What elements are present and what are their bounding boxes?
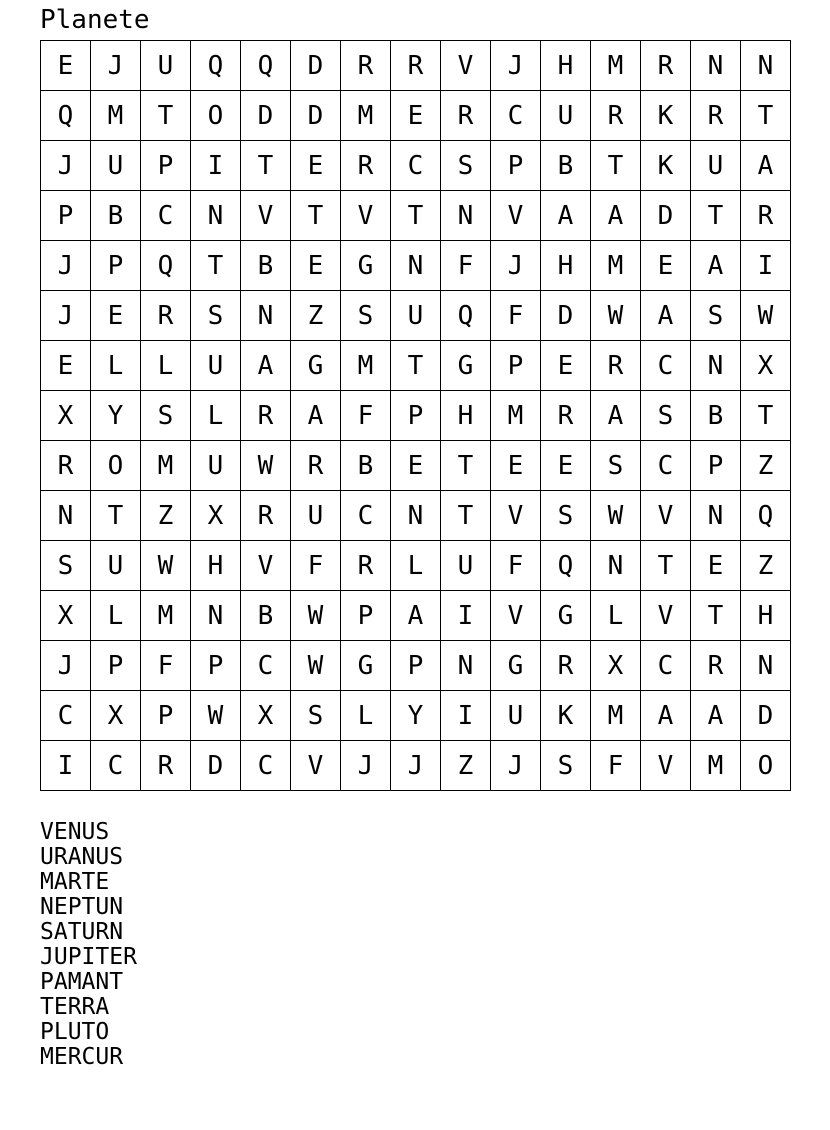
grid-cell[interactable]: A <box>291 391 341 441</box>
word-list-item: JUPITER <box>40 944 137 970</box>
grid-cell[interactable]: L <box>191 391 241 441</box>
grid-cell[interactable]: U <box>191 341 241 391</box>
grid-cell[interactable]: M <box>591 241 641 291</box>
grid-cell[interactable]: K <box>541 691 591 741</box>
grid-cell[interactable]: Z <box>441 741 491 791</box>
grid-cell[interactable]: D <box>191 741 241 791</box>
grid-cell[interactable]: E <box>291 241 341 291</box>
grid-cell[interactable]: R <box>141 291 191 341</box>
grid-cell[interactable]: S <box>591 441 641 491</box>
grid-cell[interactable]: R <box>591 91 641 141</box>
grid-cell[interactable]: H <box>741 591 791 641</box>
grid-cell[interactable]: T <box>741 91 791 141</box>
grid-cell[interactable]: K <box>641 91 691 141</box>
grid-cell[interactable]: J <box>391 741 441 791</box>
grid-cell[interactable]: F <box>491 541 541 591</box>
grid-cell[interactable]: T <box>91 491 141 541</box>
grid-cell[interactable]: X <box>191 491 241 541</box>
grid-cell[interactable]: I <box>741 241 791 291</box>
grid-cell[interactable]: A <box>641 691 691 741</box>
grid-cell[interactable]: F <box>491 291 541 341</box>
grid-cell[interactable]: M <box>141 591 191 641</box>
grid-cell[interactable]: L <box>141 341 191 391</box>
grid-cell[interactable]: E <box>291 141 341 191</box>
word-list-item: PAMANT <box>40 969 124 995</box>
word-list-item: VENUS <box>40 819 110 845</box>
grid-cell[interactable]: V <box>491 491 541 541</box>
word-list-item: URANUS <box>40 844 124 870</box>
grid-cell[interactable]: Q <box>541 541 591 591</box>
grid-cell[interactable]: D <box>291 91 341 141</box>
grid-cell[interactable]: G <box>341 641 391 691</box>
grid-cell[interactable]: T <box>591 141 641 191</box>
grid-cell[interactable]: D <box>541 291 591 341</box>
grid-cell[interactable]: F <box>591 741 641 791</box>
grid-cell[interactable]: B <box>91 191 141 241</box>
grid-cell[interactable]: U <box>141 41 191 91</box>
grid-cell[interactable]: O <box>91 441 141 491</box>
grid-cell[interactable]: P <box>391 391 441 441</box>
grid-cell[interactable]: N <box>391 241 441 291</box>
grid-cell[interactable]: N <box>691 41 741 91</box>
grid-cell[interactable]: G <box>441 341 491 391</box>
grid-cell[interactable]: T <box>241 141 291 191</box>
grid-cell[interactable]: B <box>241 591 291 641</box>
grid-cell[interactable]: V <box>641 591 691 641</box>
grid-cell[interactable]: W <box>591 291 641 341</box>
grid-cell[interactable]: P <box>141 141 191 191</box>
grid-cell[interactable]: E <box>91 291 141 341</box>
grid-cell[interactable]: X <box>41 591 91 641</box>
grid-cell[interactable]: N <box>391 491 441 541</box>
grid-cell[interactable]: R <box>741 191 791 241</box>
grid-cell[interactable]: N <box>41 491 91 541</box>
grid-cell[interactable]: R <box>541 391 591 441</box>
grid-cell[interactable]: R <box>391 41 441 91</box>
grid-cell[interactable]: V <box>491 591 541 641</box>
grid-cell[interactable]: J <box>41 291 91 341</box>
grid-cell[interactable]: H <box>541 41 591 91</box>
grid-cell[interactable]: R <box>141 741 191 791</box>
grid-cell[interactable]: U <box>691 141 741 191</box>
grid-cell[interactable]: U <box>441 541 491 591</box>
grid-cell[interactable]: A <box>391 591 441 641</box>
grid-cell[interactable]: U <box>391 291 441 341</box>
grid-cell[interactable]: I <box>441 591 491 641</box>
grid-cell[interactable]: Q <box>441 291 491 341</box>
grid-cell[interactable]: Q <box>741 491 791 541</box>
grid-cell[interactable]: P <box>691 441 741 491</box>
grid-cell[interactable]: W <box>291 641 341 691</box>
grid-cell[interactable]: J <box>491 741 541 791</box>
grid-cell[interactable]: C <box>641 341 691 391</box>
grid-cell[interactable]: R <box>341 141 391 191</box>
grid-cell[interactable]: V <box>341 191 391 241</box>
grid-cell[interactable]: F <box>291 541 341 591</box>
grid-cell[interactable]: S <box>541 741 591 791</box>
word-list-item: SATURN <box>40 919 124 945</box>
grid-cell[interactable]: E <box>41 41 91 91</box>
grid-cell[interactable]: S <box>191 291 241 341</box>
grid-cell[interactable]: R <box>291 441 341 491</box>
grid-cell[interactable]: M <box>341 341 391 391</box>
grid-cell[interactable]: U <box>91 141 141 191</box>
grid-cell[interactable]: M <box>591 41 641 91</box>
grid-cell[interactable]: Q <box>241 41 291 91</box>
grid-cell[interactable]: A <box>541 191 591 241</box>
grid-cell[interactable]: W <box>191 691 241 741</box>
grid-cell[interactable]: U <box>541 91 591 141</box>
grid-cell[interactable]: T <box>141 91 191 141</box>
grid-cell[interactable]: C <box>641 441 691 491</box>
grid-cell[interactable]: M <box>141 441 191 491</box>
grid-cell[interactable]: S <box>341 291 391 341</box>
grid-cell[interactable]: C <box>41 691 91 741</box>
grid-cell[interactable]: Z <box>741 541 791 591</box>
grid-cell[interactable]: W <box>141 541 191 591</box>
grid-cell[interactable]: P <box>41 191 91 241</box>
grid-cell[interactable]: P <box>91 241 141 291</box>
grid-cell[interactable]: K <box>641 141 691 191</box>
grid-cell[interactable]: T <box>441 441 491 491</box>
grid-cell[interactable]: V <box>641 741 691 791</box>
grid-cell[interactable]: P <box>391 641 441 691</box>
grid-cell[interactable]: E <box>491 441 541 491</box>
grid-cell[interactable]: C <box>641 641 691 691</box>
grid-cell[interactable]: L <box>591 591 641 641</box>
grid-cell[interactable]: E <box>391 441 441 491</box>
grid-cell[interactable]: N <box>441 191 491 241</box>
grid-cell[interactable]: G <box>491 641 541 691</box>
grid-cell[interactable]: X <box>91 691 141 741</box>
grid-cell[interactable]: R <box>241 491 291 541</box>
grid-cell[interactable]: S <box>41 541 91 591</box>
grid-cell[interactable]: Q <box>191 41 241 91</box>
grid-cell[interactable]: N <box>191 591 241 641</box>
grid-cell[interactable]: T <box>741 391 791 441</box>
grid-cell[interactable]: M <box>341 91 391 141</box>
grid-cell[interactable]: D <box>241 91 291 141</box>
grid-cell[interactable]: W <box>741 291 791 341</box>
grid-cell[interactable]: N <box>741 41 791 91</box>
grid-cell[interactable]: G <box>341 241 391 291</box>
grid-cell[interactable]: R <box>341 541 391 591</box>
word-list-item: MERCUR <box>40 1044 124 1070</box>
grid-cell[interactable]: S <box>541 491 591 541</box>
grid-cell[interactable]: B <box>241 241 291 291</box>
grid-cell[interactable]: G <box>541 591 591 641</box>
grid-cell[interactable]: L <box>91 341 141 391</box>
grid-cell[interactable]: X <box>591 641 641 691</box>
grid-cell[interactable]: J <box>91 41 141 91</box>
grid-cell[interactable]: R <box>41 441 91 491</box>
grid-cell[interactable]: A <box>241 341 291 391</box>
grid-cell[interactable]: C <box>141 191 191 241</box>
grid-cell[interactable]: B <box>341 441 391 491</box>
grid-cell[interactable]: V <box>291 741 341 791</box>
grid-cell[interactable]: Z <box>291 291 341 341</box>
grid-cell[interactable]: R <box>541 641 591 691</box>
grid-cell[interactable]: L <box>91 591 141 641</box>
grid-cell[interactable]: D <box>741 691 791 741</box>
grid-cell[interactable]: B <box>691 391 741 441</box>
grid-cell[interactable]: E <box>541 441 591 491</box>
grid-cell[interactable]: U <box>291 491 341 541</box>
grid-cell[interactable]: B <box>541 141 591 191</box>
grid-cell[interactable]: F <box>141 641 191 691</box>
grid-cell[interactable]: S <box>141 391 191 441</box>
grid-cell[interactable]: W <box>291 591 341 641</box>
grid-cell[interactable]: I <box>41 741 91 791</box>
grid-cell[interactable]: L <box>391 541 441 591</box>
grid-cell[interactable]: M <box>591 691 641 741</box>
grid-cell[interactable]: L <box>341 691 391 741</box>
grid-cell[interactable]: P <box>491 341 541 391</box>
grid-cell[interactable]: P <box>341 591 391 641</box>
grid-cell[interactable]: Z <box>741 441 791 491</box>
grid-cell[interactable]: U <box>191 441 241 491</box>
grid-cell[interactable]: S <box>291 691 341 741</box>
grid-cell[interactable]: R <box>241 391 291 441</box>
grid-cell[interactable]: R <box>341 41 391 91</box>
grid-cell[interactable]: Q <box>141 241 191 291</box>
grid-cell[interactable]: E <box>641 241 691 291</box>
word-list <box>40 820 137 1070</box>
grid-cell[interactable]: W <box>241 441 291 491</box>
grid-cell[interactable]: V <box>641 491 691 541</box>
grid-cell[interactable]: T <box>391 191 441 241</box>
word-list-item: NEPTUN <box>40 894 124 920</box>
grid-cell[interactable]: U <box>91 541 141 591</box>
grid-cell[interactable]: N <box>691 491 741 541</box>
grid-cell[interactable]: T <box>291 191 341 241</box>
word-list-item: TERRA <box>40 994 110 1020</box>
grid-cell[interactable]: S <box>441 141 491 191</box>
grid-cell[interactable]: R <box>441 91 491 141</box>
grid-cell[interactable]: R <box>691 641 741 691</box>
grid-cell[interactable]: N <box>191 191 241 241</box>
grid-cell[interactable]: V <box>441 41 491 91</box>
grid-cell[interactable]: C <box>341 491 391 541</box>
grid-cell[interactable]: I <box>441 691 491 741</box>
grid-cell[interactable]: X <box>741 341 791 391</box>
grid-cell[interactable]: J <box>41 241 91 291</box>
puzzle-title: Planete <box>40 5 150 35</box>
grid-cell[interactable]: C <box>491 91 541 141</box>
grid-cell[interactable]: Y <box>391 691 441 741</box>
grid-cell[interactable]: J <box>41 141 91 191</box>
grid-cell[interactable]: Q <box>41 91 91 141</box>
grid-cell[interactable]: N <box>441 641 491 691</box>
grid-cell[interactable]: J <box>491 241 541 291</box>
grid-cell[interactable]: H <box>441 391 491 441</box>
grid-cell[interactable]: W <box>591 491 641 541</box>
grid-cell[interactable]: U <box>491 691 541 741</box>
grid-cell[interactable]: N <box>241 291 291 341</box>
grid-cell[interactable]: V <box>241 541 291 591</box>
grid-cell[interactable]: T <box>191 241 241 291</box>
grid-cell[interactable]: P <box>141 691 191 741</box>
grid-cell[interactable]: Z <box>141 491 191 541</box>
grid-cell[interactable]: E <box>41 341 91 391</box>
grid-cell[interactable]: D <box>291 41 341 91</box>
grid-cell[interactable]: P <box>491 141 541 191</box>
grid-cell[interactable]: S <box>641 391 691 441</box>
grid-cell[interactable]: X <box>41 391 91 441</box>
grid-cell[interactable]: X <box>241 691 291 741</box>
grid-cell[interactable]: I <box>191 141 241 191</box>
grid-cell[interactable]: A <box>741 141 791 191</box>
grid-cell[interactable]: A <box>591 391 641 441</box>
grid-cell[interactable]: T <box>691 591 741 641</box>
grid-cell[interactable]: A <box>591 191 641 241</box>
grid-cell[interactable]: E <box>691 541 741 591</box>
grid-cell[interactable]: V <box>241 191 291 241</box>
grid-cell[interactable]: A <box>641 291 691 341</box>
grid-cell[interactable]: P <box>191 641 241 691</box>
grid-cell[interactable]: E <box>541 341 591 391</box>
grid-cell[interactable]: N <box>741 641 791 691</box>
grid-cell[interactable]: R <box>691 91 741 141</box>
grid-cell[interactable]: O <box>191 91 241 141</box>
grid-cell[interactable]: D <box>641 191 691 241</box>
grid-cell[interactable]: S <box>691 291 741 341</box>
grid-cell[interactable]: V <box>491 191 541 241</box>
grid-cell[interactable]: C <box>391 141 441 191</box>
grid-cell[interactable]: J <box>491 41 541 91</box>
grid-cell[interactable]: A <box>691 691 741 741</box>
grid-cell[interactable]: H <box>191 541 241 591</box>
word-list-item: MARTE <box>40 869 110 895</box>
grid-cell[interactable]: T <box>691 191 741 241</box>
grid-cell[interactable]: C <box>91 741 141 791</box>
grid-cell[interactable]: M <box>691 741 741 791</box>
word-list-item: PLUTO <box>40 1019 110 1045</box>
grid-cell[interactable]: R <box>591 341 641 391</box>
grid-cell[interactable]: G <box>291 341 341 391</box>
grid-cell[interactable]: M <box>491 391 541 441</box>
grid-cell[interactable]: H <box>541 241 591 291</box>
letter-grid <box>40 40 791 791</box>
grid-cell[interactable]: M <box>91 91 141 141</box>
grid-cell[interactable]: O <box>741 741 791 791</box>
grid-cell[interactable]: N <box>591 541 641 591</box>
grid-cell[interactable]: P <box>91 641 141 691</box>
grid-cell[interactable]: N <box>691 341 741 391</box>
grid-cell[interactable]: T <box>641 541 691 591</box>
grid-cell[interactable]: E <box>391 91 441 141</box>
grid-cell[interactable]: A <box>691 241 741 291</box>
grid-cell[interactable]: T <box>441 491 491 541</box>
grid-cell[interactable]: C <box>241 641 291 691</box>
grid-cell[interactable]: R <box>641 41 691 91</box>
grid-cell[interactable]: F <box>441 241 491 291</box>
grid-cell[interactable]: J <box>341 741 391 791</box>
grid-cell[interactable]: T <box>391 341 441 391</box>
grid-cell[interactable]: C <box>241 741 291 791</box>
grid-cell[interactable]: J <box>41 641 91 691</box>
grid-cell[interactable]: Y <box>91 391 141 441</box>
grid-cell[interactable]: F <box>341 391 391 441</box>
